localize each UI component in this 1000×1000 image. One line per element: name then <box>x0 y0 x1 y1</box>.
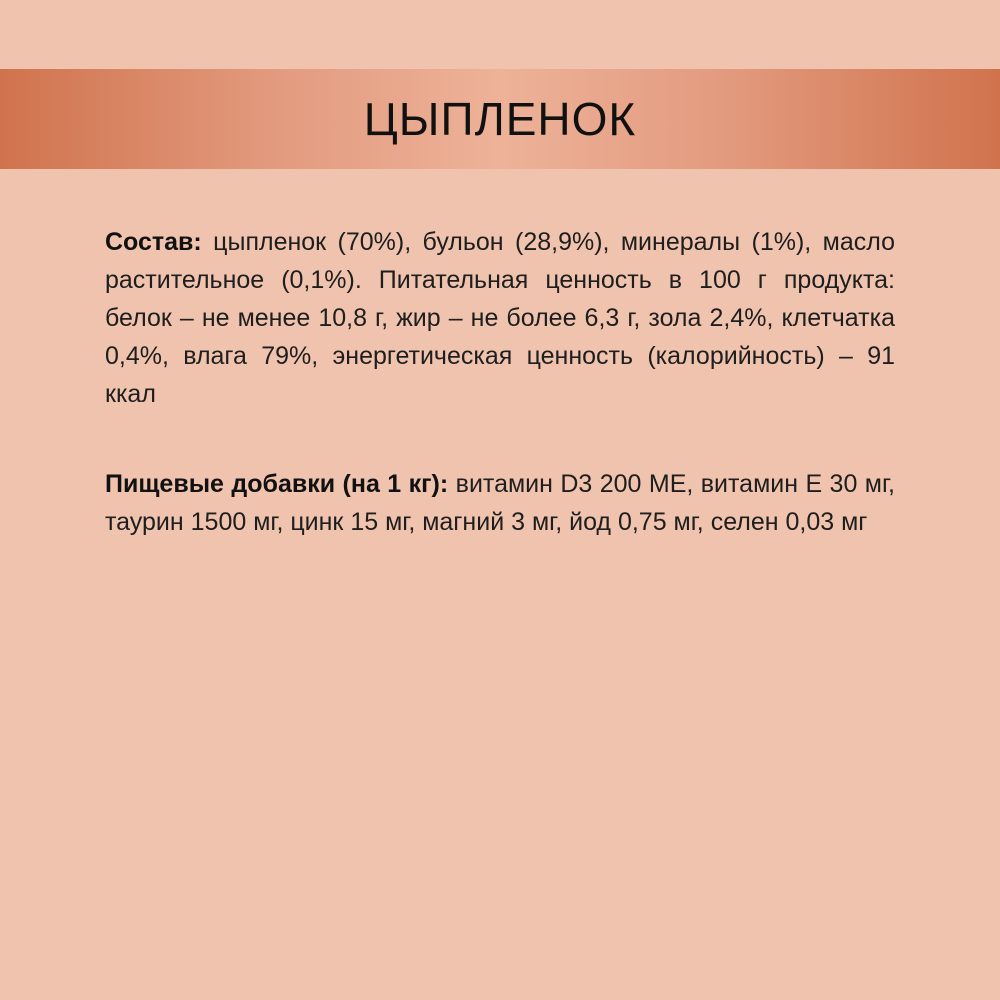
composition-label: Состав: <box>105 228 202 256</box>
page-title: ЦЫПЛЕНОК <box>363 93 637 145</box>
title-banner <box>0 69 1000 169</box>
additives-text: витамин D3 200 МЕ, витамин Е 30 мг, таурин 1500 мг, цинк 15 мг, магний 3 мг, йод 0,75 мг, селен 0,03 мг <box>105 470 895 536</box>
additives-paragraph <box>105 465 895 541</box>
composition-paragraph <box>105 223 895 413</box>
product-info <box>105 223 895 541</box>
additives-label: Пищевые добавки (на 1 кг): <box>105 470 449 498</box>
composition-text: цыпленок (70%), бульон (28,9%), минералы (1%), масло растительное (0,1%). Питательная ценность в 100 г продукта: белок – не менее 10,8 г, жир – не более 6,3 г, зола 2,4%, клетчатка 0,4%, влага 79%, энергетическая ценность (калорийность) – 91 ккал <box>105 228 895 408</box>
